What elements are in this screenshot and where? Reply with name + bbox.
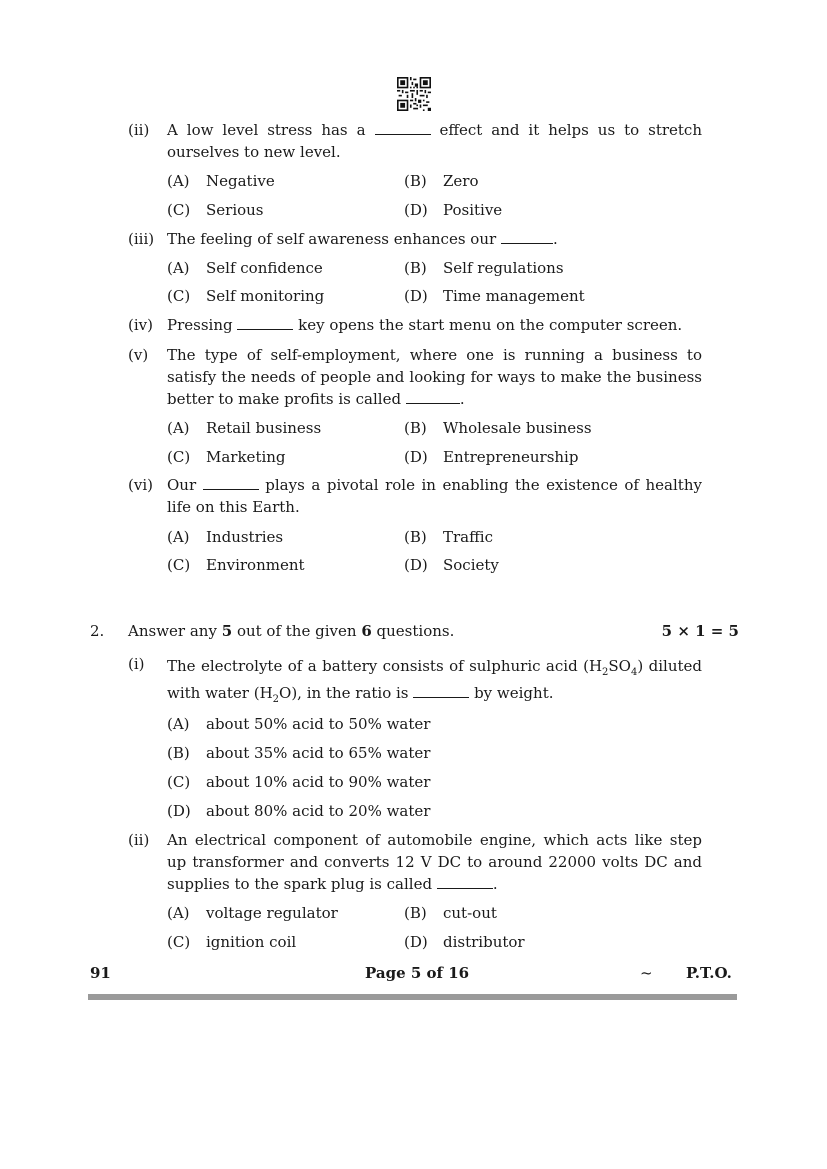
- question-text: The feeling of self awareness enhances our .: [167, 230, 558, 248]
- option-a: (A) Industries: [167, 528, 284, 546]
- option-a: (A) voltage regulator: [167, 904, 338, 922]
- option-d: (D) Society: [404, 556, 499, 574]
- option-c: (C) Marketing: [167, 448, 286, 466]
- option-d: (D) Time management: [404, 287, 585, 305]
- option-d: (D) Positive: [404, 201, 503, 219]
- page-number: Page 5 of 16: [365, 964, 470, 982]
- section-number: 2.: [90, 622, 105, 640]
- option-d: (D) distributor: [404, 933, 525, 951]
- option-c: (C) Environment: [167, 556, 305, 574]
- question-number: (v): [128, 346, 149, 364]
- tilde-mark: ~: [640, 964, 653, 982]
- question-text: Our plays a pivotal role in enabling the existence of healthy life on this Earth.: [167, 476, 702, 516]
- answer-blank: [501, 229, 553, 244]
- question-number: (iii): [128, 230, 155, 248]
- section-marks: 5 × 1 = 5: [661, 622, 739, 640]
- answer-blank: [203, 475, 259, 490]
- option-c: (C) Serious: [167, 201, 264, 219]
- option-b: (B) about 35% acid to 65% water: [167, 744, 431, 762]
- paper-code: 91: [90, 964, 111, 982]
- question-text: The type of self-employment, where one is running a business to satisfy the needs of people and looking for ways to make the business better to make profits is called .: [167, 346, 702, 408]
- question-text: The electrolyte of a battery consists of sulphuric acid $(H_2SO_4)$ diluted with water $(H_2O)$, in the ratio is by weight.: [167, 657, 702, 705]
- option-b: (B) cut-out: [404, 904, 497, 922]
- option-b: (B) Self regulations: [404, 259, 564, 277]
- qr-code: [397, 77, 431, 111]
- option-c: (C) about 10% acid to 90% water: [167, 773, 431, 791]
- answer-blank: [437, 874, 493, 889]
- option-a: (A) Negative: [167, 172, 275, 190]
- section-instruction: Answer any 5 out of the given 6 questions.: [128, 622, 455, 640]
- question-text: An electrical component of automobile engine, which acts like step up transformer and converts 12 V DC to around 22000 volts DC and supplies to the spark plug is called .: [167, 831, 702, 893]
- option-d: (D) Entrepreneurship: [404, 448, 579, 466]
- option-a: (A) Retail business: [167, 419, 322, 437]
- question-text: A low level stress has a effect and it helps us to stretch ourselves to new level.: [167, 121, 702, 161]
- question-number: (ii): [128, 121, 150, 139]
- pto-label: P.T.O.: [686, 964, 732, 982]
- footer-rule: [88, 994, 737, 1000]
- question-number: (ii): [128, 831, 150, 849]
- answer-blank: [375, 120, 431, 135]
- option-a: (A) Self confidence: [167, 259, 323, 277]
- option-b: (B) Zero: [404, 172, 479, 190]
- answer-blank: [413, 683, 469, 698]
- option-c: (C) Self monitoring: [167, 287, 325, 305]
- question-number: (iv): [128, 316, 153, 334]
- answer-blank: [406, 389, 460, 404]
- option-b: (B) Wholesale business: [404, 419, 592, 437]
- option-d: (D) about 80% acid to 20% water: [167, 802, 431, 820]
- option-a: (A) about 50% acid to 50% water: [167, 715, 431, 733]
- question-number: (i): [128, 655, 145, 673]
- option-b: (B) Traffic: [404, 528, 493, 546]
- answer-blank: [237, 315, 293, 330]
- question-text: Pressing key opens the start menu on the computer screen.: [167, 316, 683, 334]
- question-number: (vi): [128, 476, 153, 494]
- option-c: (C) ignition coil: [167, 933, 297, 951]
